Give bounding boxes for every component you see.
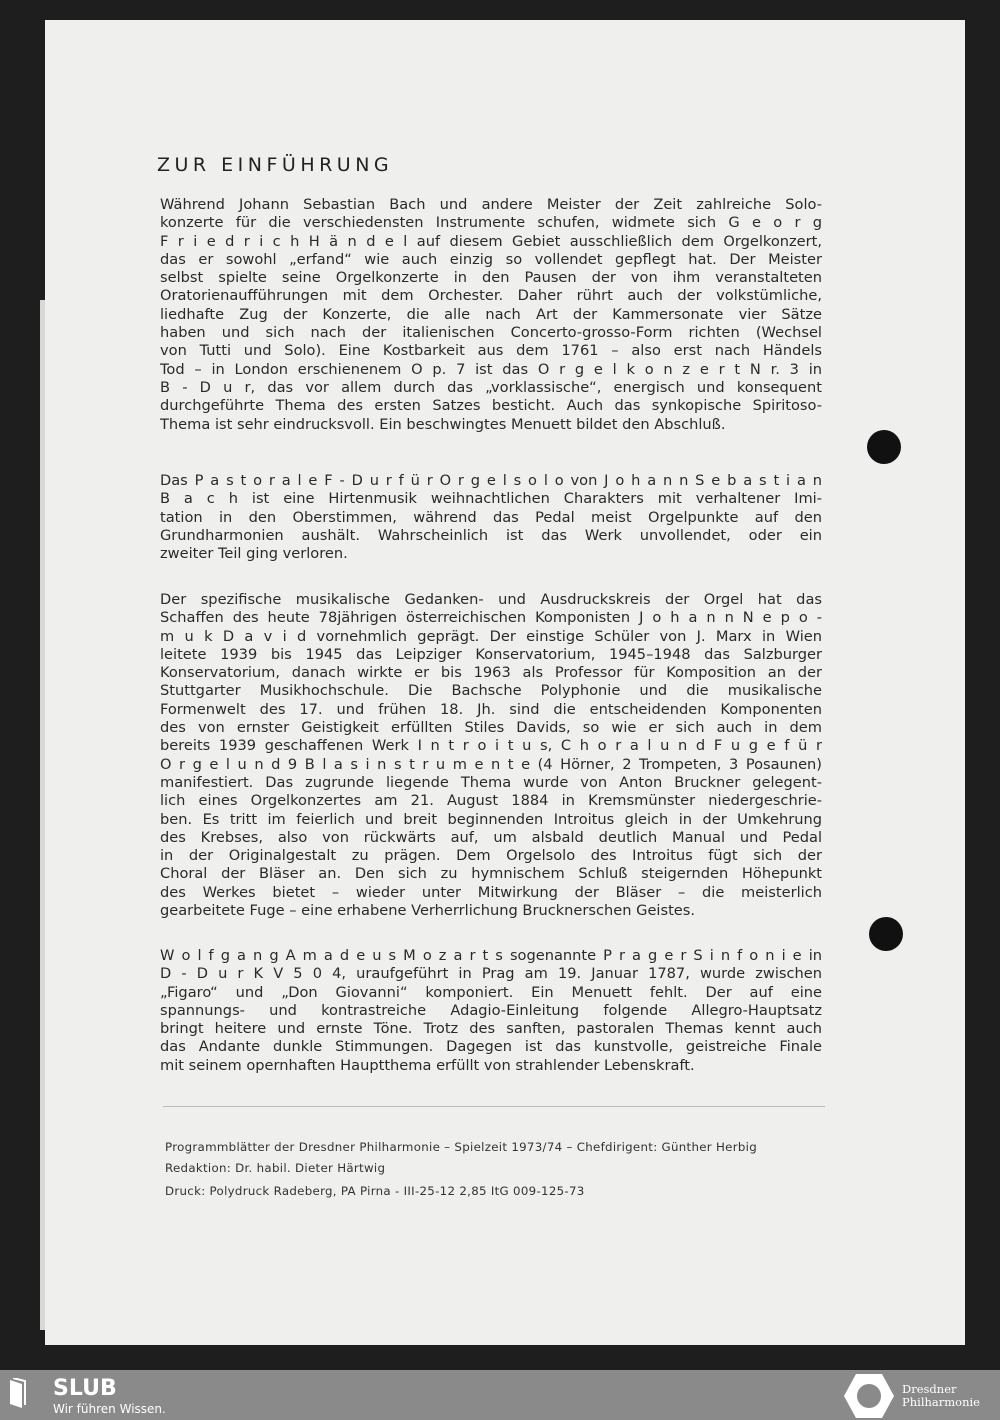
- punch-hole: [869, 917, 903, 951]
- text-line: von Tutti und Solo). Eine Kostbarkeit aus dem 1761 – also erst nach Händels: [160, 342, 822, 360]
- text-line: zweiter Teil ging verloren.: [160, 545, 348, 563]
- text-line: ben. Es tritt im feierlich und breit beginnenden Introitus gleich in der Umkehrung: [160, 810, 822, 828]
- paragraph-david: [160, 591, 822, 920]
- text-line: Choral der Bläser an. Den sich zu hymnischem Schluß steigernden Höhepunkt: [160, 865, 822, 883]
- text-line: Das P a s t o r a l e F - D u r f ü r O r g e l s o l o von J o h a n n S e b a s t i a n: [160, 472, 822, 489]
- footer-printer: Druck: Polydruck Radeberg, PA Pirna - III-25-12 2,85 ItG 009-125-73: [165, 1184, 585, 1198]
- text-line: haben und sich nach der italienischen Concerto-grosso-Form richten (Wechsel: [160, 324, 822, 342]
- text-line: das Andante dunkle Stimmungen. Dagegen ist das kunstvolle, geistreiche Finale: [160, 1038, 822, 1056]
- text-line: Oratorienaufführungen mit dem Orchester. Daher rührt auch der volkstümliche,: [160, 287, 822, 305]
- slub-name: SLUB: [53, 1376, 117, 1401]
- text-line: spannungs- und kontrastreiche Adagio-Einleitung folgende Allegro-Hauptsatz: [160, 1001, 822, 1019]
- text-line: „Figaro“ und „Don Giovanni“ komponiert. Ein Menuett fehlt. Der auf eine: [160, 983, 822, 1001]
- text-line: Stuttgarter Musikhochschule. Die Bachsche Polyphonie und die musikalische: [160, 682, 822, 700]
- text-line: selbst spielte seine Orgelkonzerte in den Pausen der von ihm veranstalteten: [160, 269, 822, 287]
- text-line: das er sowohl „erfand“ wie auch einzig so vollendet gepflegt hat. Der Meister: [160, 250, 822, 268]
- text-line: manifestiert. Das zugrunde liegende Thema wurde von Anton Bruckner gelegent-: [160, 773, 822, 791]
- slub-tagline: Wir führen Wissen.: [53, 1402, 166, 1416]
- text-line: F r i e d r i c h H ä n d e l auf diesem Gebiet ausschließlich dem Orgelkonzert,: [160, 232, 822, 250]
- paragraph-mozart: [160, 947, 822, 1075]
- text-line: B - D u r, das vor allem durch das „vorklassische“, energisch und konsequent: [160, 378, 822, 396]
- text-line: mit seinem opernhaften Hauptthema erfüllt von strahlender Lebenskraft.: [160, 1056, 695, 1074]
- partner-line2: Philharmonie: [902, 1395, 980, 1409]
- text-line: O r g e l u n d 9 B l a s i n s t r u m e n t e (4 Hörner, 2 Trompeten, 3 Posaunen): [160, 755, 822, 773]
- text-line: m u k D a v i d vornehmlich geprägt. Der einstige Schüler von J. Marx in Wien: [160, 627, 822, 645]
- text-line: Konservatorium, danach wirkte er bis 1963 als Professor für Komposition an der: [160, 664, 822, 682]
- text-line: Grundharmonien aushält. Wahrscheinlich ist das Werk unvollendet, oder ein: [160, 526, 822, 544]
- text-line: bereits 1939 geschaffenen Werk I n t r o i t u s, C h o r a l u n d F u g e f ü r: [160, 737, 822, 755]
- text-line: D - D u r K V 5 0 4, uraufgeführt in Prag am 19. Januar 1787, wurde zwischen: [160, 965, 822, 983]
- punch-hole: [867, 430, 901, 464]
- text-line: durchgeführte Thema des ersten Satzes besticht. Auch das synkopische Spiritoso-: [160, 397, 822, 415]
- text-line: leitete 1939 bis 1945 das Leipziger Konservatorium, 1945–1948 das Salzburger: [160, 645, 822, 663]
- paragraph-haendel: [160, 196, 822, 434]
- text-line: liedhafte Zug der Konzerte, die alle nach Art der Kammersonate vier Sätze: [160, 305, 822, 323]
- footer-publisher: Programmblätter der Dresdner Philharmonie – Spielzeit 1973/74 – Chefdirigent: Günther Herbig: [165, 1140, 758, 1154]
- philharmonie-logo[interactable]: [902, 1383, 980, 1409]
- text-line: des Krebses, also von rückwärts auf, um alsbald deutlich Manual und Pedal: [160, 828, 822, 846]
- footer-editor: Redaktion: Dr. habil. Dieter Härtwig: [165, 1161, 386, 1175]
- text-line: Während Johann Sebastian Bach und andere Meister der Zeit zahlreiche Solo-: [160, 196, 822, 213]
- text-line: W o l f g a n g A m a d e u s M o z a r t s sogenannte P r a g e r S i n f o n i e in: [160, 947, 822, 964]
- text-line: in der Originalgestalt zu prägen. Dem Orgelsolo des Introitus fügt sich der: [160, 847, 822, 865]
- text-line: des von ernster Geistigkeit erfüllten Stiles Davids, so wie er sich auch in dem: [160, 719, 822, 737]
- text-line: Thema ist sehr eindrucksvoll. Ein beschwingtes Menuett bildet den Abschluß.: [160, 415, 726, 433]
- paragraph-bach: [160, 472, 822, 563]
- text-line: bringt heitere und ernste Töne. Trotz des sanften, pastoralen Themas kennt auch: [160, 1020, 822, 1038]
- text-line: Formenwelt des 17. und frühen 18. Jh. sind die entscheidenden Komponenten: [160, 700, 822, 718]
- divider: [163, 1106, 825, 1107]
- page-title: ZUR EINFÜHRUNG: [157, 154, 394, 176]
- text-line: konzerte für die verschiedensten Instrumente schufen, widmete sich G e o r g: [160, 214, 822, 232]
- text-line: lich eines Orgelkonzertes am 21. August 1884 in Kremsmünster niedergeschrie-: [160, 792, 822, 810]
- text-line: tation in den Oberstimmen, während das Pedal meist Orgelpunkte auf den: [160, 508, 822, 526]
- text-line: Tod – in London erschienenem O p. 7 ist das O r g e l k o n z e r t N r. 3 in: [160, 360, 822, 378]
- text-line: Schaffen des heute 78jährigen österreichischen Komponisten J o h a n n N e p o -: [160, 609, 822, 627]
- text-line: des Werkes bietet – wieder unter Mitwirkung der Bläser – die meisterlich: [160, 883, 822, 901]
- book-icon: [8, 1378, 26, 1408]
- partner-line1: Dresdner: [902, 1382, 957, 1396]
- text-line: B a c h ist eine Hirtenmusik weihnachtlichen Charakters mit verhaltener Imi-: [160, 490, 822, 508]
- text-line: gearbeitete Fuge – eine erhabene Verherrlichung Brucknerschen Geistes.: [160, 902, 696, 920]
- text-line: Der spezifische musikalische Gedanken- und Ausdruckskreis der Orgel hat das: [160, 591, 822, 608]
- philharmonie-emblem-icon: [842, 1372, 896, 1420]
